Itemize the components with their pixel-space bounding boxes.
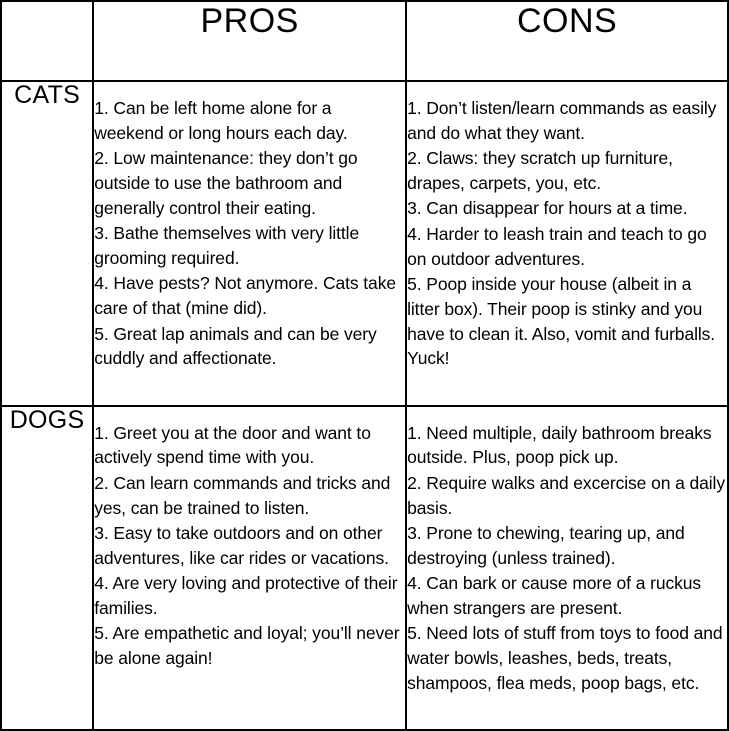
table-row: [1, 81, 728, 406]
list-item: 5. Poop inside your house (albeit in a litter box). Their poop is stinky and you have to clean it. Also, vomit and furballs. Yuck!: [407, 273, 716, 369]
list-item: 3. Can disappear for hours at a time.: [407, 198, 688, 219]
list-item: 3. Bathe themselves with very little grooming required.: [94, 223, 360, 269]
list-item: 4. Have pests? Not anymore. Cats take care of that (mine did).: [94, 273, 396, 319]
list-item: 3. Prone to chewing, tearing up, and destroying (unless trained).: [407, 522, 685, 568]
cats-cons-cell: [406, 81, 728, 406]
dogs-cons-cell: [406, 406, 728, 731]
dogs-pros-list: [94, 421, 405, 671]
list-item: 2. Claws: they scratch up furniture, drapes, carpets, you, etc.: [407, 148, 673, 194]
list-item: 1. Can be left home alone for a weekend or long hours each day.: [94, 98, 348, 143]
dogs-cons-list: [407, 421, 727, 696]
list-item: 5. Are empathetic and loyal; you’ll never be alone again!: [94, 623, 400, 669]
list-item: 1. Need multiple, daily bathroom breaks outside. Plus, poop pick up.: [407, 422, 712, 468]
list-item: 3. Easy to take outdoors and on other adventures, like car rides or vacations.: [94, 522, 389, 568]
list-item: 1. Greet you at the door and want to actively spend time with you.: [94, 422, 371, 468]
header-pros: PROS: [93, 1, 406, 81]
list-item: 5. Need lots of stuff from toys to food and water bowls, leashes, beds, treats, shampoos, flea meds, poop bags, etc.: [407, 623, 723, 693]
list-item: 4. Harder to leash train and teach to go on outdoor adventures.: [407, 223, 707, 269]
list-item: 2. Require walks and excercise on a daily basis.: [407, 472, 725, 518]
list-item: 4. Are very loving and protective of their families.: [94, 573, 398, 618]
list-item: 2. Can learn commands and tricks and yes, can be trained to listen.: [94, 472, 391, 518]
cats-pros-cell: [93, 81, 406, 406]
header-corner-cell: [1, 1, 93, 81]
list-item: 2. Low maintenance: they don’t go outside to use the bathroom and generally control their eating.: [94, 148, 358, 218]
cats-cons-list: [407, 96, 727, 371]
dogs-pros-cell: [93, 406, 406, 731]
list-item: 5. Great lap animals and can be very cuddly and affectionate.: [94, 323, 377, 369]
row-label-cats: CATS: [1, 81, 93, 406]
header-cons: CONS: [406, 1, 728, 81]
list-item: 1. Don’t listen/learn commands as easily and do what they want.: [407, 98, 717, 143]
list-item: 4. Can bark or cause more of a ruckus when strangers are present.: [407, 573, 702, 618]
row-label-dogs: DOGS: [1, 406, 93, 731]
table-header-row: [1, 1, 728, 81]
table-row: [1, 406, 728, 731]
cats-pros-list: [94, 96, 405, 371]
